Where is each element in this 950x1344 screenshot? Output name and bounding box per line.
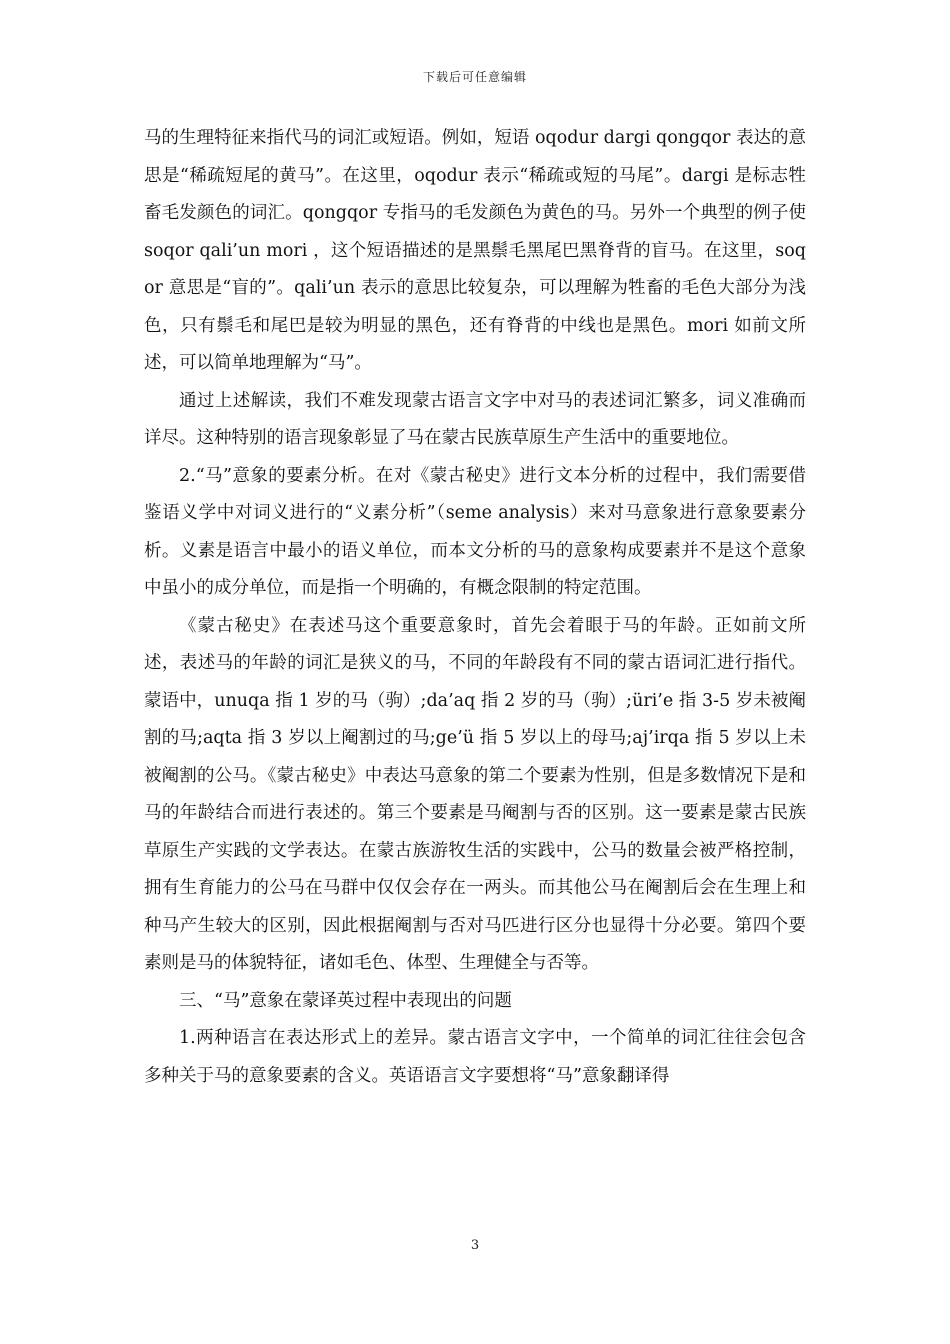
paragraph-seme-analysis: 2.“马”意象的要素分析。在对《蒙古秘史》进行文本分析的过程中，我们需要借鉴语义学中对词义进行的“义素分析”（seme analysis）来对马意象进行意象要素分析。义素是语言中最小的语义单位，而本文分析的马的意象构成要素并不是这个意象中虽小的成分单位，而是指一个明确的，有概念限制的特定范围。 (144, 465, 806, 598)
section-heading-problems: 三、“马”意象在蒙译英过程中表现出的问题 (179, 990, 512, 1011)
paragraph-horse-physiology: 马的生理特征来指代马的词汇或短语。例如，短语 oqodur dargi qongqor 表达的意思是“稀疏短尾的黄马”。在这里，oqodur 表示“稀疏或短的马尾”。dargi 是标志牲畜毛发颜色的词汇。qongqor 专指马的毛发颜色为黄色的马。另外一个典型的例子使 soqor qali’un mori ，这个短语描述的是黑鬃毛黑尾巴黑脊背的盲马。在这里，soqor 意思是“盲的”。qali’un 表示的意思比较复杂，可以理解为牲畜的毛色大部分为浅色，只有鬃毛和尾巴是较为明显的黑色，还有脊背的中线也是黑色。mori 如前文所述，可以简单地理解为“马”。 (144, 128, 806, 373)
document-body (144, 120, 806, 1095)
page-header: 下载后可任意编辑 (422, 70, 527, 84)
paragraph-expression-differences: 1.两种语言在表达形式上的差异。蒙古语言文字中，一个简单的词汇往往会包含多种关于马的意象要素的含义。英语语言文字要想将“马”意象翻译得 (144, 1028, 806, 1086)
paragraph-horse-age: 《蒙古秘史》在表述马这个重要意象时，首先会着眼于马的年龄。正如前文所述，表述马的年龄的词汇是狭义的马，不同的年龄段有不同的蒙古语词汇进行指代。蒙语中，unuqa 指 1 岁的马（驹）;da’aq 指 2 岁的马（驹）;üri’e 指 3-5 岁未被阉割的马;aqta 指 3 岁以上阉割过的马;ge’ü 指 5 岁以上的母马;aj’irqa 指 5 岁以上未被阉割的公马。《蒙古秘史》中表达马意象的第二个要素为性别，但是多数情况下是和马的年龄结合而进行表述的。第三个要素是马阉割与否的区别。这一要素是蒙古民族草原生产实践的文学表达。在蒙古族游牧生活的实践中，公马的数量会被严格控制，拥有生育能力的公马在马群中仅仅会存在一两头。而其他公马在阉割后会在生理上和种马产生较大的区别，因此根据阉割与否对马匹进行区分也显得十分必要。第四个要素则是马的体貌特征，诸如毛色、体型、生理健全与否等。 (144, 615, 806, 973)
page-number: 3 (470, 1238, 480, 1253)
paragraph-summary: 通过上述解读，我们不难发现蒙古语言文字中对马的表述词汇繁多，词义准确而详尽。这种特别的语言现象彰显了马在蒙古民族草原生产生活中的重要地位。 (144, 390, 806, 448)
